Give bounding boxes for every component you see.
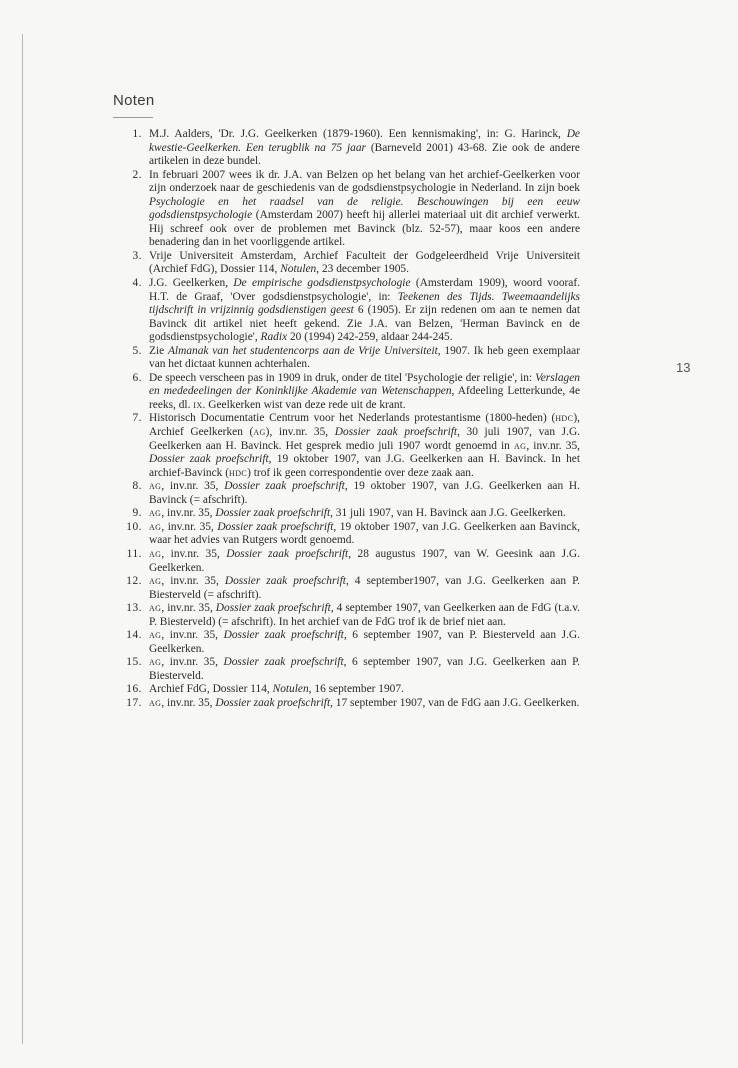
- note-item: [122, 602, 580, 629]
- note-number: 17.: [126, 696, 142, 709]
- notes-list: [122, 128, 580, 711]
- note-number: 10.: [126, 520, 142, 533]
- note-text: ag, inv.nr. 35, Dossier zaak proefschrift, 6 september 1907, van P. Biesterveld aan J.G. Geelkerken.: [149, 629, 581, 655]
- page-number: 13: [676, 360, 691, 375]
- note-item: [122, 697, 580, 711]
- note-number: 8.: [132, 480, 142, 493]
- note-item: [122, 480, 580, 507]
- note-text: ag, inv.nr. 35, Dossier zaak proefschrift, 6 september 1907, van J.G. Geelkerken aan P. Biesterveld.: [149, 656, 581, 682]
- note-text: ag, inv.nr. 35, Dossier zaak proefschrift, 4 september 1907, van Geelkerken aan de FdG (t.a.v. P. Biesterveld) (= afschrift). In het archief van de FdG trof ik de brief niet aan.: [149, 602, 581, 628]
- note-number: 11.: [126, 547, 142, 560]
- heading-underline: [113, 117, 153, 118]
- note-number: 15.: [126, 656, 142, 669]
- note-number: 14.: [126, 629, 142, 642]
- note-text: De speech verscheen pas in 1909 in druk, onder de titel 'Psychologie der religie', in: Verslagen en mededeelingen der Koninklijke Akademie van Wetenschappen, Afdeeling Letterkunde, 4e reeks, dl. ix. Geelkerken wist van deze rede uit de krant.: [149, 371, 580, 411]
- note-item: [122, 372, 580, 413]
- note-number: 2.: [132, 168, 142, 181]
- note-number: 6.: [132, 371, 142, 384]
- note-item: [122, 345, 580, 372]
- note-item: [122, 656, 580, 683]
- note-text: ag, inv.nr. 35, Dossier zaak proefschrift, 17 september 1907, van de FdG aan J.G. Geelkerken.: [149, 696, 580, 709]
- note-number: 12.: [126, 575, 142, 588]
- note-text: Archief FdG, Dossier 114, Notulen, 16 september 1907.: [149, 683, 404, 696]
- note-text: J.G. Geelkerken, De empirische godsdienstpsychologie (Amsterdam 1909), woord vooraf. H.T. de Graaf, 'Over godsdienstpsychologie', in: Teekenen des Tijds. Tweemaandelijks tijdschrift in vrijzinnig godsdienstigen geest 6 (1905). Er zijn redenen om aan te nemen dat Bavinck dit artikel niet heeft gekend. Zie J.A. van Belzen, 'Herman Bavinck en de godsdienstpsychologie', Radix 20 (1994) 242-259, aldaar 244-245.: [149, 277, 581, 344]
- note-number: 13.: [126, 602, 142, 615]
- note-item: [122, 575, 580, 602]
- note-text: ag, inv.nr. 35, Dossier zaak proefschrift, 19 oktober 1907, van J.G. Geelkerken aan H. Bavinck (= afschrift).: [149, 480, 581, 506]
- note-text: Zie Almanak van het studentencorps aan de Vrije Universiteit, 1907. Ik heb geen exemplaar van het dictaat kunnen achterhalen.: [149, 344, 581, 371]
- note-number: 7.: [132, 412, 142, 425]
- note-item: [122, 277, 580, 345]
- note-text: Historisch Documentatie Centrum voor het Nederlands protestantisme (1800-heden) (hdc), Archief Geelkerken (ag), inv.nr. 35, Dossier zaak proefschrift, 30 juli 1907, van J.G. Geelkerken aan H. Bavinck. Het gesprek medio juli 1907 wordt genoemd in ag, inv.nr. 35, Dossier zaak proefschrift, 19 oktober 1907, van J.G. Geelkerken aan H. Bavinck. In het archief-Bavinck (hdc) trof ik geen correspondentie over deze zaak aan.: [149, 412, 581, 479]
- note-item: [122, 683, 580, 697]
- note-item: [122, 250, 580, 277]
- section-heading: Noten: [113, 92, 155, 109]
- note-item: [122, 548, 580, 575]
- note-text: Vrije Universiteit Amsterdam, Archief Faculteit der Godgeleerdheid Vrije Universiteit (Archief FdG), Dossier 114, Notulen, 23 december 1905.: [149, 249, 580, 276]
- note-item: [122, 507, 580, 521]
- note-text: ag, inv.nr. 35, Dossier zaak proefschrift, 4 september1907, van J.G. Geelkerken aan P. Biesterveld (= afschrift).: [149, 575, 581, 601]
- note-text: ag, inv.nr. 35, Dossier zaak proefschrift, 28 augustus 1907, van W. Geesink aan J.G. Geelkerken.: [149, 547, 581, 574]
- note-item: [122, 521, 580, 548]
- note-item: [122, 412, 580, 480]
- note-text: M.J. Aalders, 'Dr. J.G. Geelkerken (1879-1960). Een kennismaking', in: G. Harinck, De kwestie-Geelkerken. Een terugblik na 75 jaar (Barneveld 2001) 43-68. Zie ook de andere artikelen in deze bundel.: [149, 128, 580, 168]
- note-text: ag, inv.nr. 35, Dossier zaak proefschrift, 31 juli 1907, van H. Bavinck aan J.G. Geelkerken.: [149, 507, 566, 520]
- note-text: ag, inv.nr. 35, Dossier zaak proefschrift, 19 oktober 1907, van J.G. Geelkerken aan Bavinck, waar het advies van Rutgers wordt genoemd.: [149, 520, 580, 547]
- page-margin-rule: [22, 34, 23, 1044]
- note-number: 1.: [132, 128, 142, 140]
- note-number: 3.: [132, 249, 142, 262]
- note-number: 16.: [126, 683, 142, 696]
- note-item: [122, 169, 580, 250]
- note-number: 5.: [132, 344, 142, 357]
- note-item: [122, 629, 580, 656]
- note-item: [122, 128, 580, 169]
- note-number: 9.: [132, 507, 142, 520]
- note-number: 4.: [132, 277, 142, 290]
- note-text: In februari 2007 wees ik dr. J.A. van Belzen op het belang van het archief-Geelkerken voor zijn onderzoek naar de geschiedenis van de godsdienstpsychologie in Nederland. In zijn boek Psychologie en het raadsel van de religie. Beschouwingen bij een eeuw godsdienstpsychologie (Amsterdam 2007) heeft hij allerlei materiaal uit dit archief verwerkt. Hij schreef ook over de problemen met Bavinck (blz. 52-57), maar koos een andere benadering dan in het voorliggende artikel.: [149, 168, 580, 249]
